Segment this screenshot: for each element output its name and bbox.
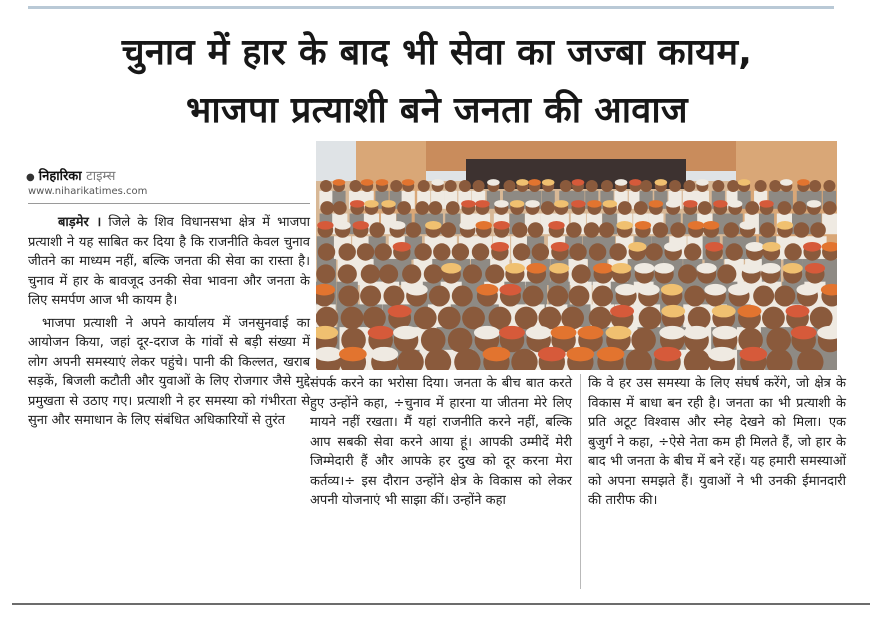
brand-suffix: टाइम्स (86, 169, 116, 184)
brand-name: निहारिका (38, 169, 82, 184)
headline-line-1: चुनाव में हार के बाद भी सेवा का जज्बा कायम, (121, 32, 753, 73)
website-url: www.niharikatimes.com (28, 186, 148, 197)
article-paragraph-2: भाजपा प्रत्याशी ने अपने कार्यालय में जनसुनवाई का आयोजन किया, जहां दूर-दराज के गांवों से बड़ी संख्या में लोग अपनी समस्याएं लेकर पहुंचे। पानी की किल्लत, खराब सड़कें, बिजली कटौती और युवाओं के लिए रोजगार जैसे मुद्दे प्रमुखता से उठाए गए। प्रत्याशी ने हर समस्या को गंभीरता से सुना और समाधान के लिए संबंधित अधिकारियों से तुरंत (28, 315, 310, 428)
crowd-photo-illustration (316, 141, 837, 370)
article-column-3 (588, 374, 846, 511)
dateline: बाड़मेर । (58, 215, 102, 230)
column-3-text: कि वे हर उस समस्या के लिए संघर्ष करेंगे, जो क्षेत्र के विकास में बाधा बन रही है। जनता का भी प्रत्याशी के प्रति अटूट विश्वास और स्नेह देखने को मिला। एक बुजुर्ग ने कहा, ÷ऐसे नेता कम ही मिलते हैं, जो हार के बाद भी जनता के बीच में बने रहें। यह हमारी समस्याओं को अपना समझते हैं। युवाओं ने भी उनकी ईमानदारी की तारीफ की। (588, 376, 846, 508)
masthead-divider (28, 203, 310, 204)
paragraph-1-text: जिले के शिव विधानसभा क्षेत्र में भाजपा प्रत्याशी ने यह साबित कर दिया है कि राजनीति केवल चुनाव जीतने का माध्यम नहीं, बल्कि जनता की सेवा का रास्ता है। चुनाव में हार के बावजूद उनकी सेवा भावना और जनता के लिए समर्पण आज भी कायम है। (28, 215, 310, 308)
top-rule (28, 6, 834, 9)
crowd-group (316, 179, 837, 370)
article-paragraph-1 (28, 213, 310, 311)
bottom-rule (12, 603, 870, 605)
bullet-icon: ● (26, 172, 35, 183)
article-column-2 (310, 374, 572, 511)
headline-line-2: भाजपा प्रत्याशी बने जनता की आवाज (186, 90, 688, 131)
article-column-1 (28, 213, 310, 431)
column-divider (580, 374, 581, 589)
news-photo-crowd (316, 141, 837, 370)
column-2-text: संपर्क करने का भरोसा दिया। जनता के बीच बात करते हुए उन्होंने कहा, ÷चुनाव में हारना या जीतना मेरे लिए मायने नहीं रखता। मैं यहां राजनीति करने नहीं, बल्कि आप सबकी सेवा करने आया हूं। आपकी उम्मीदें मेरी जिम्मेदारी हैं और आपके हर दुख को दूर करना मेरा कर्तव्य।÷ इस दौरान उन्होंने क्षेत्र के विकास को लेकर अपनी योजनाएं भी साझा कीं। उन्होंने कहा (310, 376, 572, 508)
masthead (26, 166, 115, 184)
